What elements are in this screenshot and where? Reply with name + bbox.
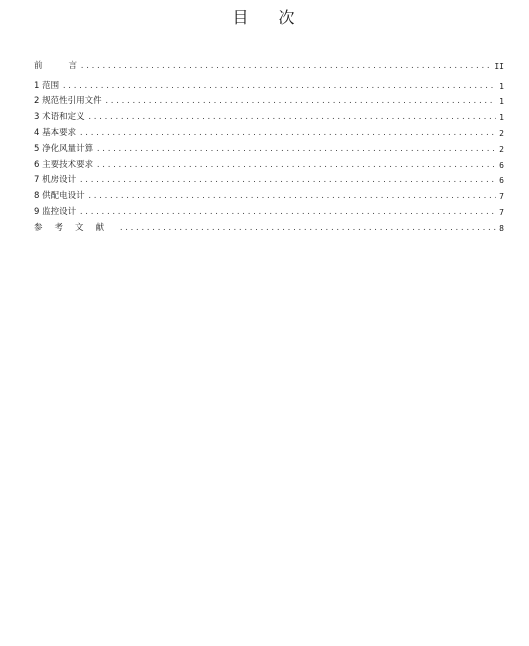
toc-entry-label <box>34 59 77 71</box>
toc-entry-bibliography[interactable] <box>34 217 504 233</box>
dot-leader <box>79 177 496 185</box>
toc-entry-label: 9 监控设计 <box>34 206 77 217</box>
toc-entry-label: 1 范围 <box>34 80 60 91</box>
toc-entry-4[interactable] <box>34 122 504 138</box>
foreword-char-1: 前 <box>34 60 43 71</box>
toc-title-char-1: 目 <box>232 8 251 27</box>
toc-list <box>34 55 504 233</box>
dot-leader <box>79 130 496 138</box>
toc-entry-label: 8 供配电设计 <box>34 191 85 202</box>
toc-entry-label: 6 主要技术要求 <box>34 159 94 170</box>
toc-entry-page: 7 <box>499 192 504 202</box>
toc-entry-label <box>34 221 116 233</box>
toc-entry-page: 1 <box>499 81 504 91</box>
dot-leader <box>105 98 497 106</box>
dot-leader <box>96 146 496 154</box>
toc-entry-page: 1 <box>499 113 504 123</box>
dot-leader <box>119 225 496 233</box>
toc-entry-2[interactable] <box>34 91 504 107</box>
toc-entry-page: II <box>494 61 504 71</box>
foreword-char-2: 言 <box>68 60 78 71</box>
toc-entry-page: 7 <box>499 207 504 217</box>
bibliography-char-3: 文 <box>75 222 84 233</box>
dot-leader <box>79 209 496 217</box>
dot-leader <box>88 193 497 201</box>
toc-entry-page: 6 <box>499 160 504 170</box>
toc-entry-8[interactable] <box>34 185 504 201</box>
toc-entry-5[interactable] <box>34 138 504 154</box>
toc-entry-label: 3 术语和定义 <box>34 112 85 123</box>
toc-entry-page: 8 <box>499 223 504 233</box>
toc-entry-3[interactable] <box>34 106 504 122</box>
toc-entry-page: 2 <box>499 144 504 154</box>
dot-leader <box>62 83 496 91</box>
toc-entry-1[interactable] <box>34 75 504 91</box>
toc-title <box>0 5 529 28</box>
toc-entry-7[interactable] <box>34 170 504 186</box>
toc-entry-page: 2 <box>499 128 504 138</box>
toc-entry-label: 4 基本要求 <box>34 127 77 138</box>
toc-entry-page: 1 <box>499 97 504 107</box>
toc-entry-label: 2 规范性引用文件 <box>34 96 102 107</box>
toc-entry-page: 6 <box>499 176 504 186</box>
dot-leader <box>96 162 496 170</box>
bibliography-char-4: 献 <box>95 222 105 233</box>
toc-entry-9[interactable] <box>34 201 504 217</box>
dot-leader <box>88 114 497 122</box>
dot-leader <box>80 63 491 71</box>
toc-entry-label: 7 机房设计 <box>34 175 77 186</box>
toc-title-char-2: 次 <box>278 8 297 27</box>
toc-entry-6[interactable] <box>34 154 504 170</box>
bibliography-char-2: 考 <box>54 222 64 233</box>
toc-entry-foreword[interactable] <box>34 55 504 71</box>
toc-entry-label: 5 净化风量计算 <box>34 143 94 154</box>
bibliography-char-1: 参 <box>34 222 43 233</box>
